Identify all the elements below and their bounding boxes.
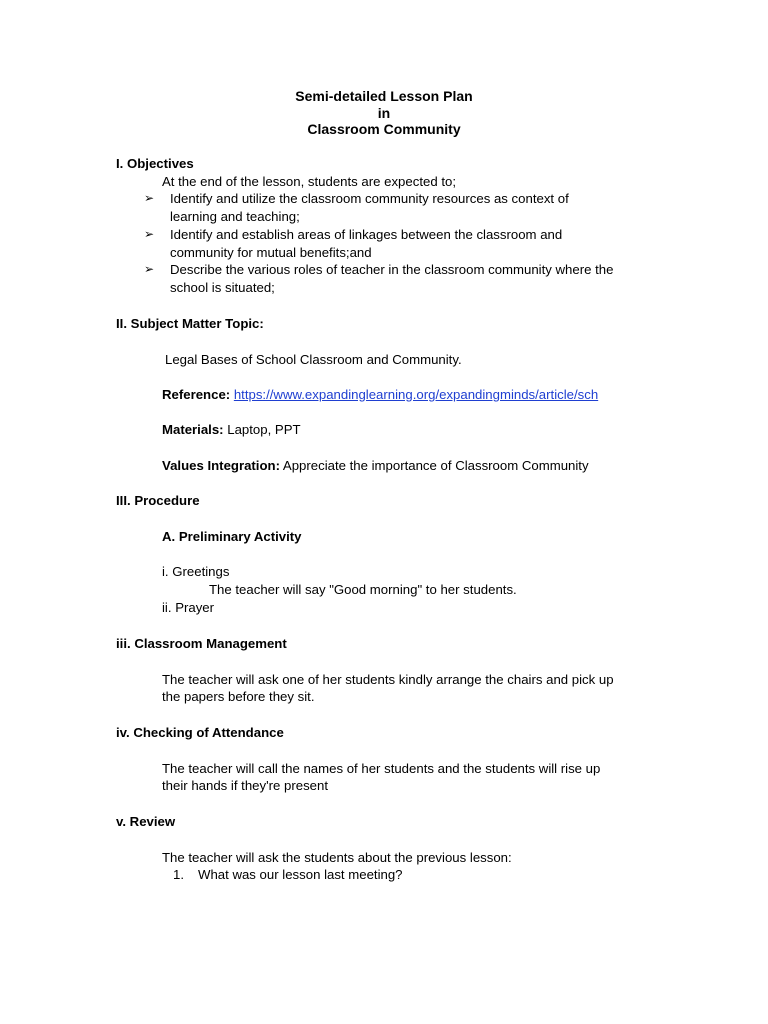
- classroom-management-heading: iii. Classroom Management: [116, 636, 287, 651]
- document-title-line2: in: [377, 105, 391, 121]
- reference-link[interactable]: https://www.expandinglearning.org/expandingminds/article/sch: [233, 387, 599, 402]
- reference-line: [162, 386, 598, 403]
- objectives-intro: At the end of the lesson, students are expected to;: [162, 174, 456, 189]
- objective-item-3-line2: school is situated;: [170, 280, 275, 295]
- greetings-label: i. Greetings: [162, 564, 230, 579]
- materials-label: Materials:: [162, 422, 224, 437]
- bullet-arrow-icon: ➢: [144, 262, 155, 276]
- bullet-arrow-icon: ➢: [144, 227, 155, 241]
- prayer-label: ii. Prayer: [162, 600, 215, 615]
- bullet-arrow-icon: ➢: [144, 191, 155, 205]
- review-question-text: What was our lesson last meeting?: [198, 867, 403, 882]
- values-integration-label: Values Integration:: [162, 458, 280, 473]
- reference-label: Reference:: [162, 387, 231, 402]
- classroom-management-line1: The teacher will ask one of her students kindly arrange the chairs and pick up: [162, 672, 614, 687]
- document-title-line1: Semi-detailed Lesson Plan: [295, 88, 473, 104]
- attendance-heading: iv. Checking of Attendance: [116, 725, 284, 740]
- materials-value: Laptop, PPT: [227, 422, 301, 437]
- objectives-heading: I. Objectives: [116, 156, 194, 171]
- subject-matter-heading: II. Subject Matter Topic:: [116, 316, 264, 331]
- document-title-line3: Classroom Community: [307, 121, 461, 137]
- subject-matter-topic: Legal Bases of School Classroom and Community.: [165, 352, 462, 367]
- values-integration-line: [162, 457, 589, 474]
- objective-item-1-line1: Identify and utilize the classroom community resources as context of: [170, 191, 569, 206]
- review-question-number: 1.: [173, 867, 184, 882]
- review-intro: The teacher will ask the students about the previous lesson:: [162, 850, 512, 865]
- preliminary-activity-heading: A. Preliminary Activity: [162, 529, 302, 544]
- review-heading: v. Review: [116, 814, 176, 829]
- greetings-text: The teacher will say "Good morning" to her students.: [209, 582, 517, 597]
- classroom-management-line2: the papers before they sit.: [162, 689, 315, 704]
- objective-item-2-line1: Identify and establish areas of linkages between the classroom and: [170, 227, 563, 242]
- attendance-line1: The teacher will call the names of her students and the students will rise up: [162, 761, 601, 776]
- values-integration-value: Appreciate the importance of Classroom Community: [282, 458, 589, 473]
- attendance-line2: their hands if they're present: [162, 778, 328, 793]
- materials-line: [162, 421, 301, 438]
- objective-item-2-line2: community for mutual benefits;and: [170, 245, 372, 260]
- objective-item-1-line2: learning and teaching;: [170, 209, 300, 224]
- objective-item-3-line1: Describe the various roles of teacher in the classroom community where the: [170, 262, 614, 277]
- procedure-heading: III. Procedure: [116, 493, 200, 508]
